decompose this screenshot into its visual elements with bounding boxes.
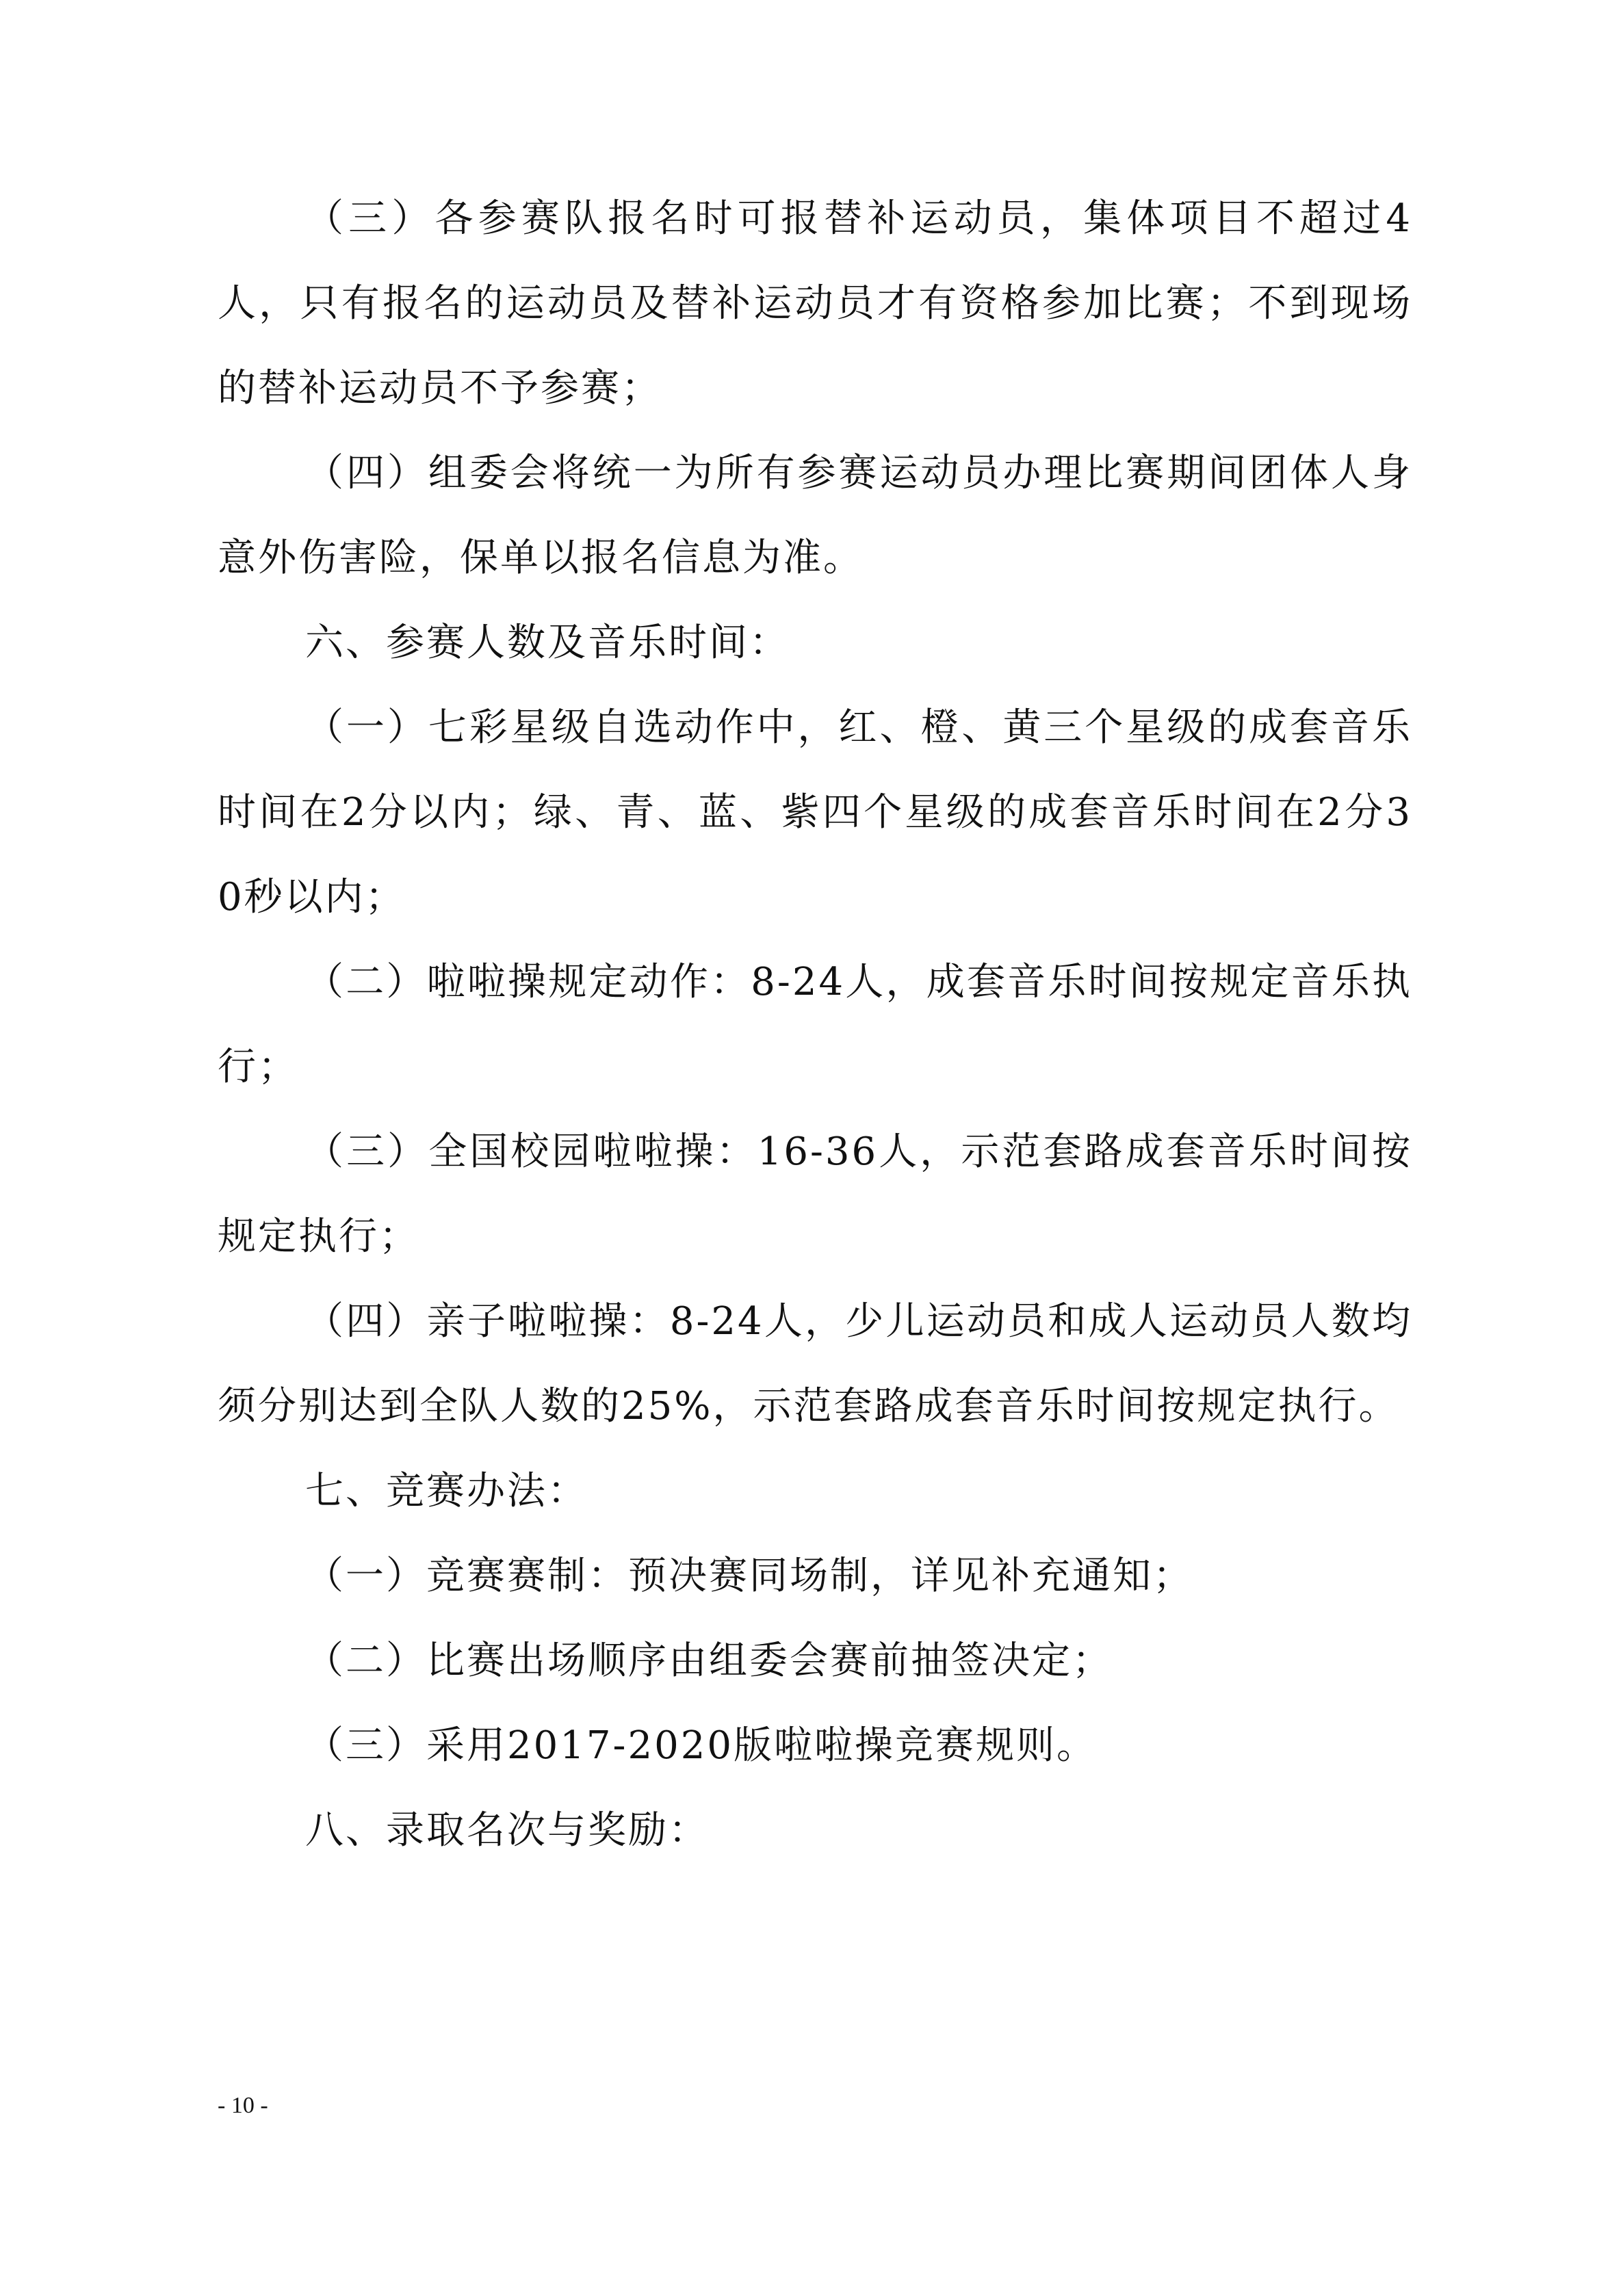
section-heading-competition-method: 七、竞赛办法： bbox=[305, 1469, 588, 1513]
section-heading-rankings-awards: 八、录取名次与奖励： bbox=[305, 1808, 709, 1853]
paragraph-performance-order: （二）比赛出场顺序由组委会赛前抽签决定； bbox=[305, 1639, 1113, 1683]
paragraph-accident-insurance: （四）组委会将统一为所有参赛运动员办理比赛期间团体人身意外伤害险，保单以报名信息为准。 bbox=[218, 451, 1412, 580]
paragraph-parent-child-cheerleading: （四）亲子啦啦操：8-24人，少儿运动员和成人运动员人数均须分别达到全队人数的25%，示范套路成套音乐时间按规定执行。 bbox=[218, 1299, 1412, 1429]
section-heading-participants-music-time: 六、参赛人数及音乐时间： bbox=[305, 621, 790, 665]
document-body bbox=[218, 177, 1412, 1873]
paragraph-national-campus-cheerleading: （三）全国校园啦啦操：16-36人，示范套路成套音乐时间按规定执行； bbox=[218, 1130, 1412, 1259]
page-number: - 10 - bbox=[218, 2093, 268, 2118]
paragraph-competition-format: （一）竞赛赛制：预决赛同场制，详见补充通知； bbox=[305, 1554, 1193, 1598]
paragraph-star-level-music-time: （一）七彩星级自选动作中，红、橙、黄三个星级的成套音乐时间在2分以内；绿、青、蓝、紫四个星级的成套音乐时间在2分30秒以内； bbox=[218, 705, 1412, 919]
paragraph-competition-rules: （三）采用2017-2020版啦啦操竞赛规则。 bbox=[305, 1723, 1097, 1768]
paragraph-prescribed-routine: （二）啦啦操规定动作：8-24人，成套音乐时间按规定音乐执行； bbox=[218, 960, 1412, 1089]
paragraph-substitute-athletes: （三）各参赛队报名时可报替补运动员，集体项目不超过4人，只有报名的运动员及替补运动员才有资格参加比赛；不到现场的替补运动员不予参赛； bbox=[218, 196, 1412, 410]
